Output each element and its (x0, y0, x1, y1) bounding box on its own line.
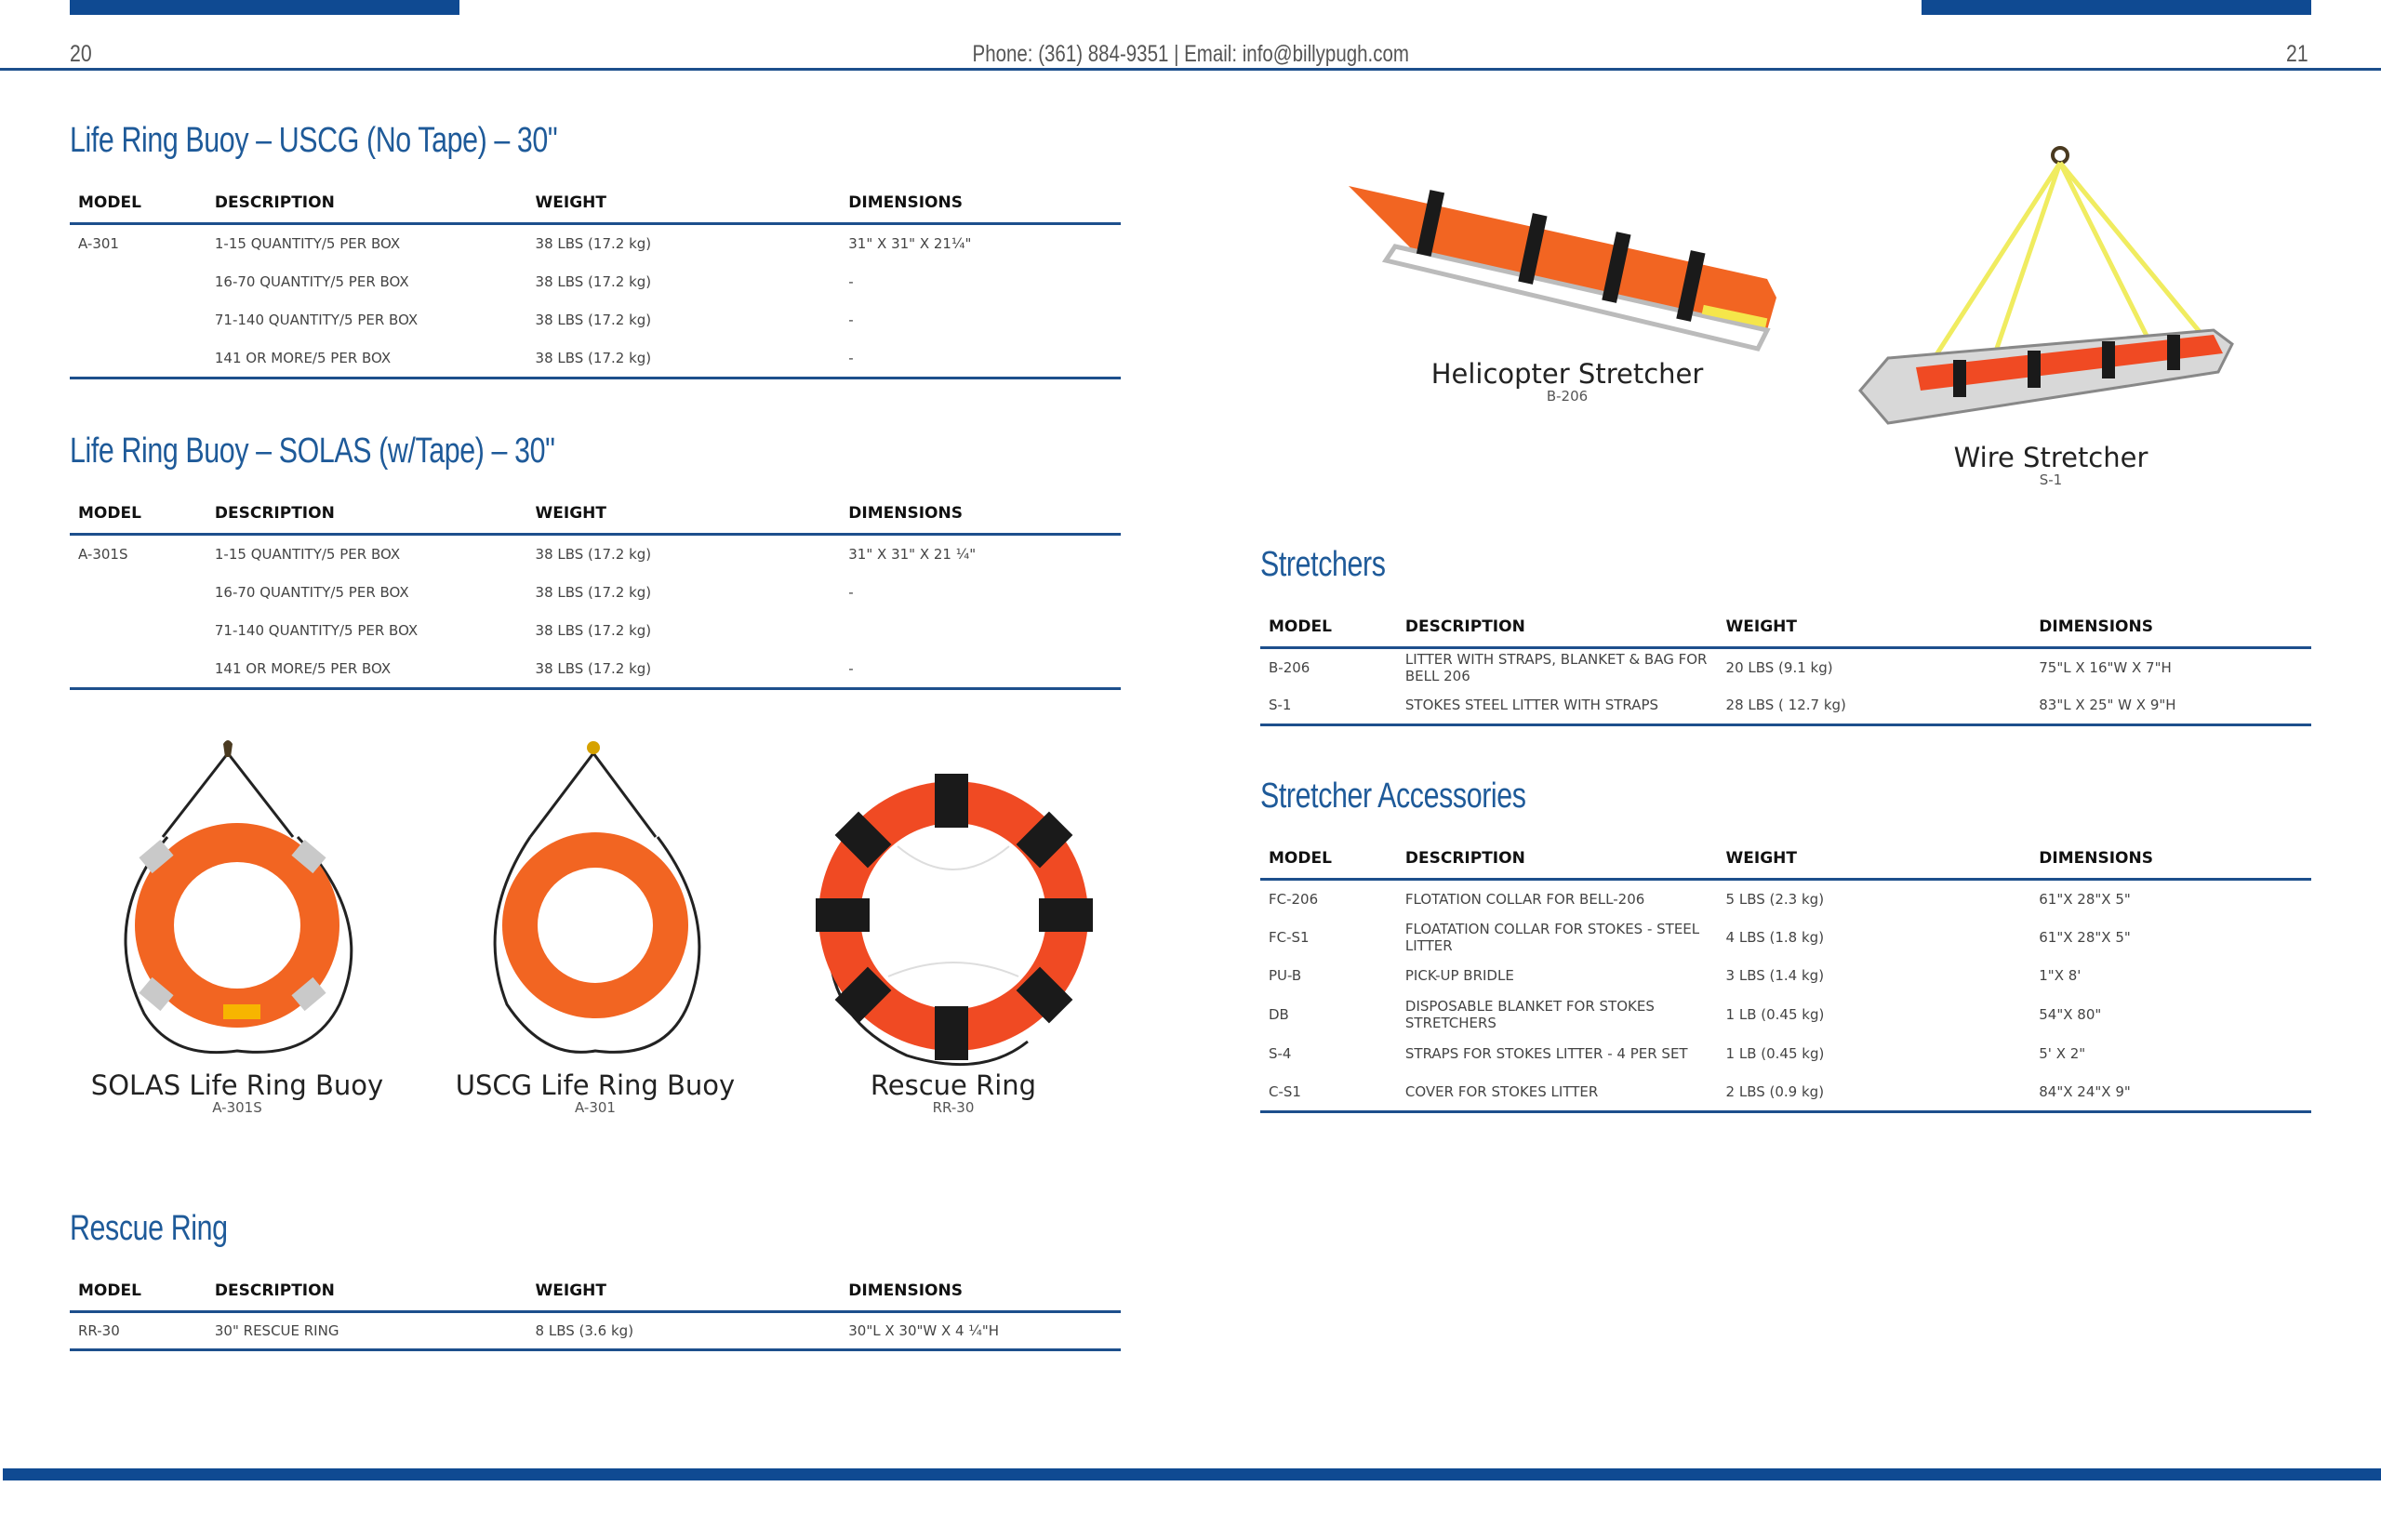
cell-dimensions: - (840, 650, 1121, 689)
column-header-dimensions: DIMENSIONS (840, 495, 1121, 534)
page-number-right: 21 (2286, 41, 2308, 67)
stretchers-spec-table (1260, 608, 2311, 726)
cell-dimensions: - (848, 583, 854, 601)
table-row (70, 534, 1121, 573)
cell-dimensions: 75"L X 16"W X 7"H (2039, 658, 2172, 676)
cell-description: 16-70 QUANTITY/5 PER BOX (214, 583, 409, 601)
cell-description: 141 OR MORE/5 PER BOX (206, 650, 527, 689)
column-header-weight: WEIGHT (1718, 608, 2031, 647)
column-header-model: MODEL (70, 495, 206, 534)
cell-dimensions: 61"X 28"X 5" (2039, 928, 2131, 946)
product-code: RR-30 (932, 1099, 975, 1116)
cell-dimensions: - (848, 272, 854, 290)
cell-dimensions: 30"L X 30"W X 4 ¼"H (840, 1311, 1121, 1350)
cell-weight: 38 LBS (17.2 kg) (535, 622, 652, 640)
column-header-dimensions: DIMENSIONS (840, 1272, 1121, 1311)
table-row (70, 573, 1121, 612)
cell-model (70, 650, 206, 689)
cell-dimensions: 1"X 8' (2039, 967, 2082, 985)
column-header-weight: WEIGHT (1718, 840, 2031, 879)
top-accent-bar-left (70, 0, 459, 15)
cell-model (70, 573, 206, 612)
cell-weight: 38 LBS (17.2 kg) (535, 545, 652, 563)
cell-model: S-1 (1260, 686, 1397, 725)
cell-description: STOKES STEEL LITTER WITH STRAPS (1397, 686, 1718, 725)
column-header-model: MODEL (1260, 608, 1397, 647)
cell-weight: 3 LBS (1.4 kg) (1725, 967, 1825, 985)
column-header-weight: WEIGHT (527, 1272, 841, 1311)
table-row (70, 262, 1121, 301)
cell-dimensions: 83"L X 25" W X 9"H (2030, 686, 2311, 725)
cell-dimensions: 5' X 2" (2039, 1044, 2086, 1062)
column-header-model: MODEL (1260, 840, 1397, 879)
cell-weight: 2 LBS (0.9 kg) (1718, 1072, 2031, 1111)
cell-description: STRAPS FOR STOKES LITTER - 4 PER SET (1404, 1044, 1688, 1062)
table-header-row (70, 1272, 1121, 1311)
cell-dimensions: 31" X 31" X 21¼" (848, 234, 972, 252)
product-name: USCG Life Ring Buoy (455, 1069, 736, 1101)
uscg-spec-table (70, 184, 1121, 379)
column-header-description: DESCRIPTION (206, 184, 527, 223)
wire-stretcher-product (1851, 144, 2251, 488)
column-header-dimensions: DIMENSIONS (840, 184, 1121, 223)
cell-dimensions: - (848, 312, 854, 329)
cell-dimensions: 84"X 24"X 9" (2030, 1072, 2311, 1111)
rescue-ring-spec-table (70, 1272, 1121, 1351)
page-number-left: 20 (70, 41, 92, 67)
product-code: S-1 (2039, 471, 2063, 488)
table-row (70, 650, 1121, 689)
cell-model: C-S1 (1260, 1072, 1397, 1111)
cell-description: 141 OR MORE/5 PER BOX (206, 339, 527, 378)
cell-weight: 28 LBS ( 12.7 kg) (1718, 686, 2031, 725)
cell-model: DB (1269, 1005, 1289, 1023)
table-header-row (70, 184, 1121, 223)
cell-model: FC-206 (1269, 890, 1319, 908)
column-header-dimensions: DIMENSIONS (2030, 608, 2311, 647)
table-row (70, 339, 1121, 378)
rescue-ring-image (795, 735, 1111, 1069)
cell-description: FLOATATION COLLAR FOR STOKES - STEEL LITTER (1404, 920, 1700, 954)
footer-accent-bar (3, 1468, 2381, 1480)
table-row (70, 611, 1121, 650)
column-header-model: MODEL (70, 184, 206, 223)
column-header-weight: WEIGHT (527, 184, 841, 223)
wire-stretcher-image (1851, 144, 2251, 442)
cell-dimensions: 31" X 31" X 21 ¼" (848, 545, 977, 563)
table-row (1260, 686, 2311, 725)
column-header-dimensions: DIMENSIONS (2030, 840, 2311, 879)
table-row (1260, 1072, 2311, 1111)
cell-model (70, 339, 206, 378)
cell-model: RR-30 (70, 1311, 206, 1350)
cell-description: PICK-UP BRIDLE (1404, 967, 1514, 985)
product-name: Wire Stretcher (1953, 442, 2148, 473)
column-header-description: DESCRIPTION (1397, 608, 1718, 647)
cell-weight: 1 LB (0.45 kg) (1725, 1044, 1825, 1062)
cell-model (70, 611, 206, 650)
helicopter-stretcher-product (1330, 172, 1804, 405)
rescue-ring-product (795, 735, 1111, 1116)
product-name: SOLAS Life Ring Buoy (90, 1069, 384, 1101)
uscg-life-ring-image (442, 735, 749, 1069)
cell-weight: 38 LBS (17.2 kg) (535, 583, 652, 601)
cell-weight: 38 LBS (17.2 kg) (535, 234, 652, 252)
cell-weight: 38 LBS (17.2 kg) (535, 272, 652, 290)
cell-description: LITTER WITH STRAPS, BLANKET & BAG FOR BELL 206 (1404, 650, 1708, 684)
cell-description: 71-140 QUANTITY/5 PER BOX (214, 622, 419, 640)
cell-description: COVER FOR STOKES LITTER (1397, 1072, 1718, 1111)
cell-description: 1-15 QUANTITY/5 PER BOX (214, 234, 401, 252)
table-header-row (1260, 608, 2311, 647)
table-row (70, 223, 1121, 262)
cell-description: 1-15 QUANTITY/5 PER BOX (214, 545, 401, 563)
cell-description: DISPOSABLE BLANKET FOR STOKES STRETCHERS (1404, 997, 1655, 1031)
product-name: Rescue Ring (870, 1069, 1037, 1101)
cell-weight: 38 LBS (17.2 kg) (535, 312, 652, 329)
header-divider (0, 68, 2381, 71)
cell-description: 30" RESCUE RING (206, 1311, 527, 1350)
cell-dimensions: 61"X 28"X 5" (2039, 890, 2131, 908)
cell-model: A-301 (78, 234, 119, 252)
column-header-description: DESCRIPTION (1397, 840, 1718, 879)
cell-description: 16-70 QUANTITY/5 PER BOX (214, 272, 409, 290)
product-code: A-301 (575, 1099, 616, 1116)
column-header-model: MODEL (70, 1272, 206, 1311)
table-row (1260, 647, 2311, 686)
cell-dimensions (840, 611, 1121, 650)
table-row (1260, 956, 2311, 995)
cell-weight: 20 LBS (9.1 kg) (1725, 658, 1833, 676)
cell-weight: 1 LB (0.45 kg) (1725, 1005, 1825, 1023)
cell-weight: 4 LBS (1.8 kg) (1725, 928, 1825, 946)
column-header-weight: WEIGHT (527, 495, 841, 534)
cell-weight: 38 LBS (17.2 kg) (527, 650, 841, 689)
table-row (70, 300, 1121, 339)
cell-weight: 8 LBS (3.6 kg) (527, 1311, 841, 1350)
table-row (1260, 995, 2311, 1034)
cell-description: 71-140 QUANTITY/5 PER BOX (214, 312, 419, 329)
product-code: B-206 (1546, 388, 1589, 405)
cell-model: B-206 (1269, 658, 1310, 676)
table-row (1260, 879, 2311, 918)
cell-description: FLOTATION COLLAR FOR BELL-206 (1404, 890, 1645, 908)
cell-model: FC-S1 (1269, 928, 1310, 946)
product-name: Helicopter Stretcher (1430, 358, 1704, 390)
cell-dimensions: - (840, 339, 1121, 378)
cell-model (70, 262, 206, 301)
cell-model: PU-B (1269, 967, 1302, 985)
solas-ring-product (79, 735, 395, 1116)
top-accent-bar-right (1922, 0, 2311, 15)
helicopter-stretcher-image (1330, 172, 1804, 358)
rescue-ring-section-title: Rescue Ring (70, 1209, 228, 1248)
accessories-spec-table (1260, 840, 2311, 1113)
column-header-description: DESCRIPTION (206, 1272, 527, 1311)
solas-life-ring-image (79, 735, 395, 1069)
table-header-row (70, 495, 1121, 534)
product-code: A-301S (212, 1099, 262, 1116)
contact-info: Phone: (361) 884-9351 | Email: info@billypugh.com (972, 41, 1409, 67)
cell-weight: 5 LBS (2.3 kg) (1725, 890, 1825, 908)
cell-model (70, 300, 206, 339)
accessories-section-title: Stretcher Accessories (1260, 777, 1526, 816)
solas-spec-table (70, 495, 1121, 690)
cell-model: S-4 (1269, 1044, 1292, 1062)
uscg-section-title: Life Ring Buoy – USCG (No Tape) – 30" (70, 121, 558, 160)
table-row (1260, 1034, 2311, 1073)
cell-weight: 38 LBS (17.2 kg) (527, 339, 841, 378)
column-header-description: DESCRIPTION (206, 495, 527, 534)
uscg-ring-product (442, 735, 749, 1116)
table-header-row (1260, 840, 2311, 879)
table-row (1260, 918, 2311, 957)
table-row (70, 1311, 1121, 1350)
stretchers-section-title: Stretchers (1260, 545, 1386, 584)
cell-model: A-301S (78, 545, 128, 563)
solas-section-title: Life Ring Buoy – SOLAS (w/Tape) – 30" (70, 431, 555, 471)
cell-dimensions: 54"X 80" (2039, 1005, 2102, 1023)
